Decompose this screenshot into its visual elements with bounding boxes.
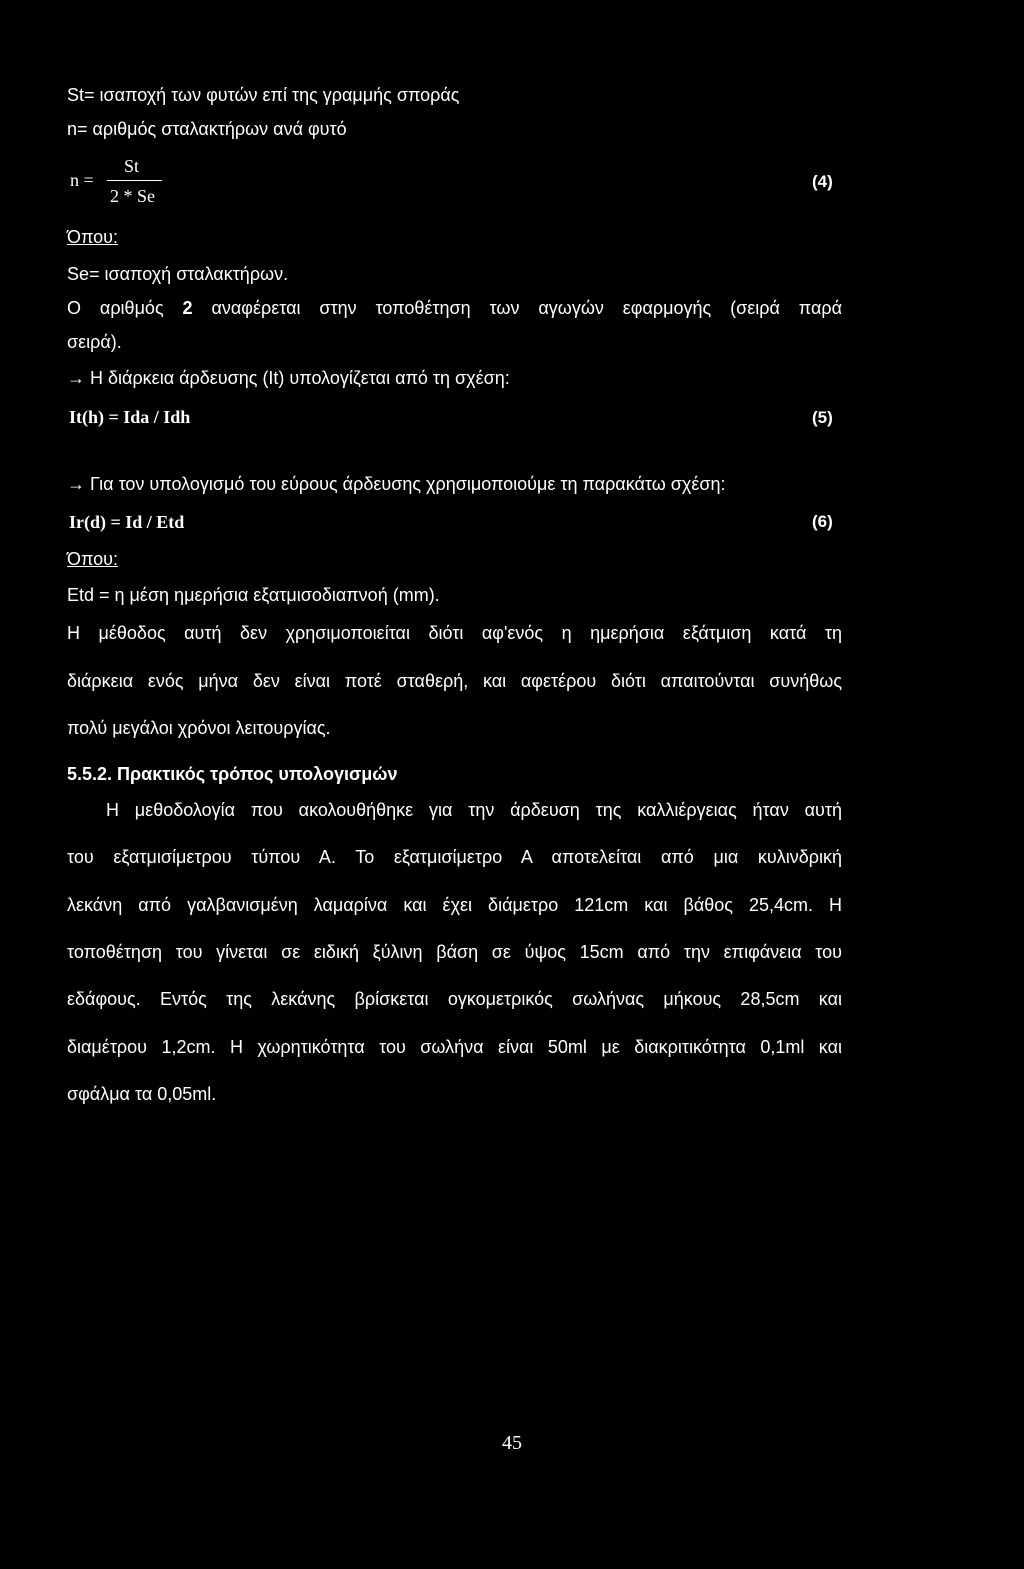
eq4-denominator: 2 * Se [110, 186, 155, 206]
arithmos-line: Ο αριθμός 2 αναφέρεται στην τοποθέτηση των αγωγών εφαρμογής (σειρά παρά [67, 298, 842, 318]
equation-5: It(h) = Ida / Idh [69, 407, 191, 427]
para2-line3: λεκάνη από γαλβανισμένη λαμαρίνα και έχει διάμετρο 121cm και βάθος 25,4cm. Η [67, 895, 842, 915]
eq4-numerator: St [124, 156, 140, 176]
eq6-label: (6) [812, 512, 833, 531]
page-number: 45 [502, 1432, 522, 1454]
equation-6: Ir(d) = Id / Etd [69, 512, 185, 532]
arithmos-continuation: σειρά). [67, 332, 122, 352]
diarkeia-line: → Η διάρκεια άρδευσης (It) υπολογίζεται από τη σχέση: [67, 368, 510, 388]
evros-line: → Για τον υπολογισμό του εύρους άρδευσης χρησιμοποιούμε τη παρακάτω σχέση: [67, 474, 726, 494]
etd-definition: Etd = η μέση ημερήσια εξατμισοδιαπνοή (mm). [67, 585, 440, 605]
st-definition: St= ισαποχή των φυτών επί της γραμμής σποράς [67, 85, 460, 105]
eq5-label: (5) [812, 408, 833, 427]
section-heading: 5.5.2. Πρακτικός τρόπος υπολογισμών [67, 764, 398, 784]
para2-line6: διαμέτρου 1,2cm. Η χωρητικότητα του σωλήνα είναι 50ml με διακριτικότητα 0,1ml και [67, 1037, 842, 1057]
arrow-right-icon: → [67, 474, 85, 494]
para1-line3: πολύ μεγάλοι χρόνοι λειτουργίας. [67, 718, 331, 738]
para2-line2: του εξατμισίμετρου τύπου Α. Το εξατμισίμετρο Α αποτελείται από μια κυλινδρική [67, 847, 842, 867]
eq4-fraction-bar [107, 180, 162, 181]
para1-line1: Η μέθοδος αυτή δεν χρησιμοποιείται διότι αφ'ενός η ημερήσια εξάτμιση κατά τη [67, 623, 842, 643]
opou-heading-2: Όπου: [67, 549, 118, 569]
se-definition: Se= ισαποχή σταλακτήρων. [67, 264, 289, 284]
para2-line5: εδάφους. Εντός της λεκάνης βρίσκεται ογκομετρικός σωλήνας μήκους 28,5cm και [67, 989, 842, 1009]
para1-line2: διάρκεια ενός μήνα δεν είναι ποτέ σταθερή, και αφετέρου διότι απαιτούνται συνήθως [67, 671, 842, 691]
para2-line1: Η μεθοδολογία που ακολουθήθηκε για την άρδευση της καλλιέργειας ήταν αυτή [106, 800, 842, 820]
n-definition: n= αριθμός σταλακτήρων ανά φυτό [67, 119, 347, 139]
para2-line4: τοποθέτηση του γίνεται σε ειδική ξύλινη βάση σε ύψος 15cm από την επιφάνεια του [67, 942, 842, 962]
arrow-right-icon: → [67, 368, 85, 388]
eq4-label: (4) [812, 172, 833, 191]
para2-line7: σφάλμα τα 0,05ml. [67, 1084, 217, 1104]
eq4-lhs: n = [70, 170, 94, 190]
opou-heading-1: Όπου: [67, 227, 118, 247]
